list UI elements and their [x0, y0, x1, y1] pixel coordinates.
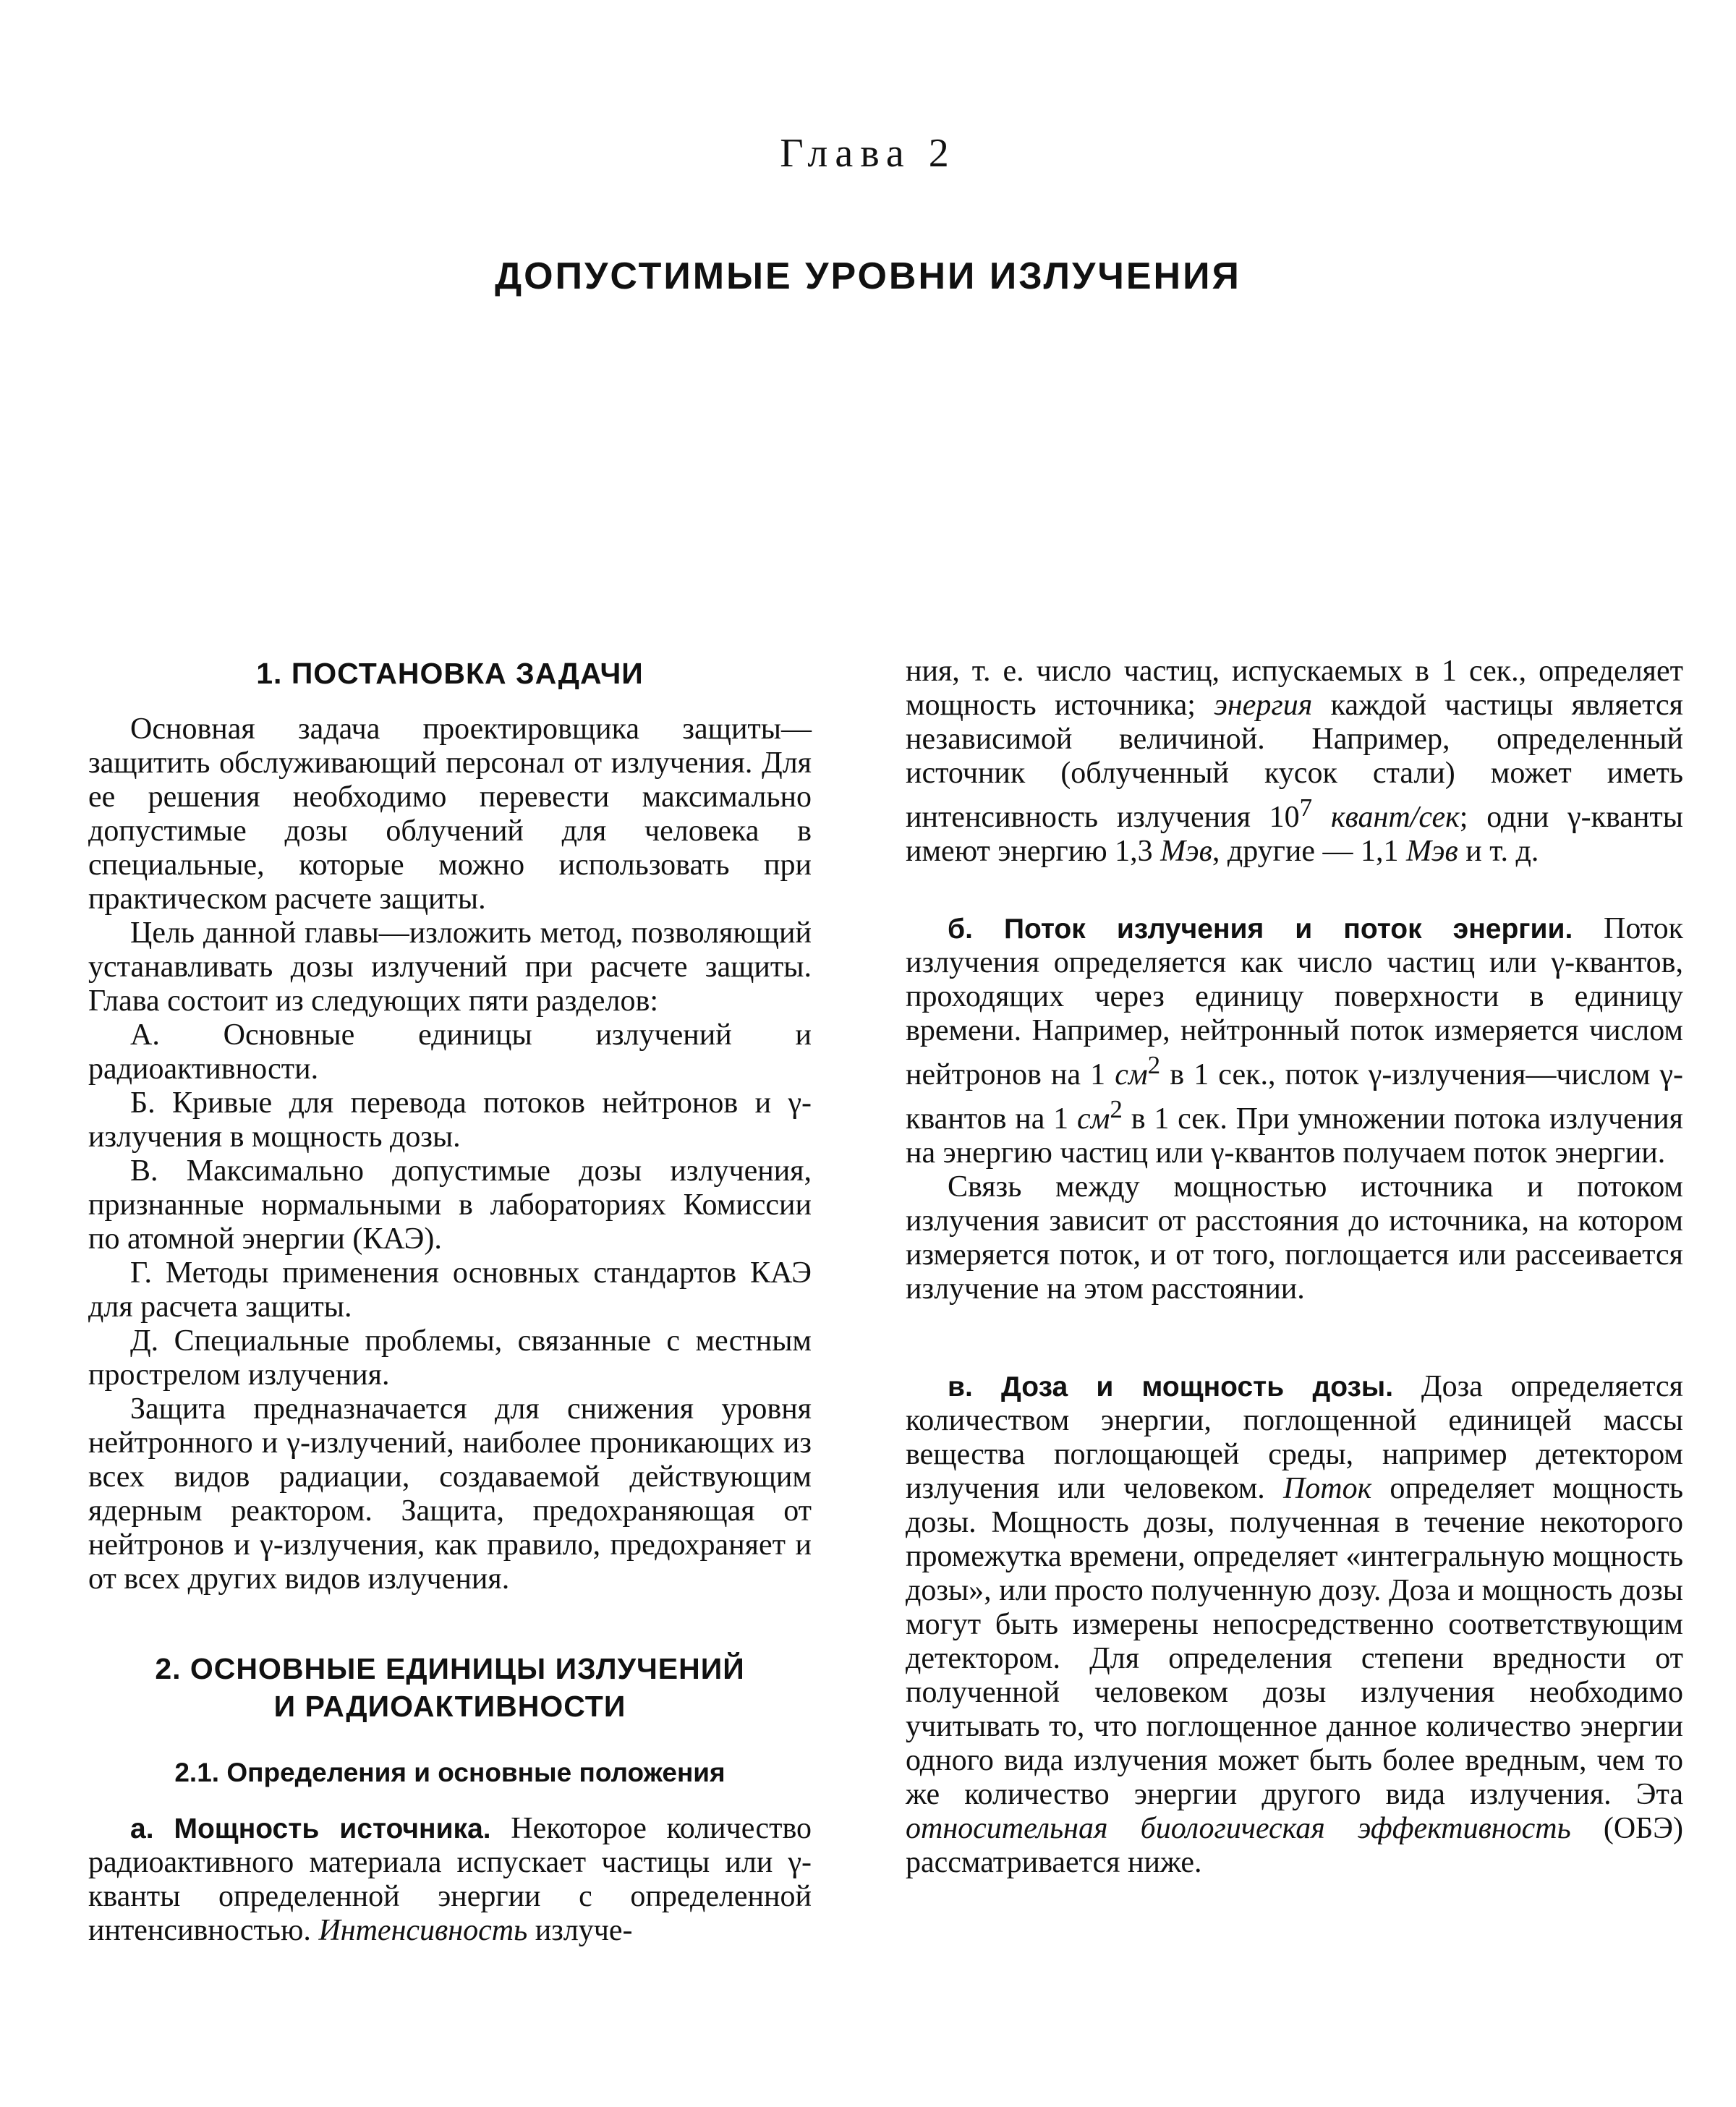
list-item-b: Б. Кривые для перевода потоков нейтронов и γ-излучения в мощность дозы.: [88, 1086, 812, 1154]
term-source-power: а. Мощность источника.: [130, 1813, 491, 1844]
paragraph-continued: [906, 655, 1683, 869]
left-column: [88, 655, 812, 1948]
list-item-g: Г. Методы применения основных стандартов КАЭ для расчета защиты.: [88, 1256, 812, 1324]
paragraph-source-power: [88, 1812, 812, 1948]
text-cont-2: каждой частицы является независимой величиной. Например, определенный источник (облученный кусок стали) может иметь интенсивность излучения 10: [906, 689, 1683, 834]
section-1-heading: 1. ПОСТАНОВКА ЗАДАЧИ: [256, 657, 644, 690]
exponent-cm-1: 2: [1147, 1051, 1161, 1079]
unit-mev-1: Мэв: [1160, 835, 1212, 868]
text-flux-1: Поток излучения определяется как число частиц или γ-квантов, проходящих через единицу поверхности в единицу времени. Например, нейтронный поток измеряется числом нейтронов на 1: [906, 912, 1684, 1091]
unit-cm-1: см: [1115, 1058, 1148, 1091]
unit-quanta-per-sec: квант/сек: [1330, 801, 1460, 834]
text-flux-2: в 1 сек., поток γ-излучения—числом γ-квантов на 1: [906, 1058, 1684, 1136]
term-dose: в. Доза и мощность дозы.: [948, 1371, 1394, 1402]
section-2-heading-line2: И РАДИОАКТИВНОСТИ: [273, 1690, 626, 1723]
text-flux-3: в 1 сек. При умножении потока излучения на энергию частиц или γ-квантов получаем поток энергии.: [906, 1102, 1684, 1170]
text-dose-3: (ОБЭ) рассматривается ниже.: [906, 1812, 1683, 1879]
section-2-heading-line1: 2. ОСНОВНЫЕ ЕДИНИЦЫ ИЗЛУЧЕНИЙ: [155, 1652, 745, 1685]
list-item-d: Д. Специальные проблемы, связанные с местным прострелом излучения.: [88, 1324, 812, 1392]
unit-mev-2: Мэв: [1406, 835, 1458, 868]
exponent: 7: [1299, 793, 1313, 822]
chapter-label: Глава 2: [780, 131, 956, 176]
text-cont-1: ния, т. е. число частиц, испускаемых в 1 сек., определяет мощность источника;: [906, 655, 1683, 722]
right-column: [906, 655, 1683, 1880]
text-dose-2: определяет мощность дозы. Мощность дозы, полученная в течение некоторого промежутка времени, определяет «интегральную мощность дозы», или просто полученную дозу. Доза и мощность дозы могут быть измерены непосредственно соответствующим детектором. Для определения степени вредности от полученной человеком дозы излучения необходимо учитывать то, что поглощенное данное количество энергии одного вида излучения может быть более вредным, чем то же количество энергии другого вида излучения. Эта: [906, 1472, 1683, 1811]
paragraph-dose: [906, 1370, 1683, 1880]
term-energy: энергия: [1214, 689, 1313, 722]
subsection-2-1-heading: 2.1. Определения и основные положения: [174, 1758, 726, 1787]
text-source-power-2: излуче-: [535, 1914, 633, 1947]
paragraph-task: Основная задача проектировщика защиты—защитить обслуживающий персонал от излучения. Для ее решения необходимо перевести максимально допустимые дозы облучений для человека в специальные, которые можно использовать при практическом расчете защиты.: [88, 712, 812, 916]
chapter-title: ДОПУСТИМЫЕ УРОВНИ ИЗЛУЧЕНИЯ: [495, 255, 1241, 297]
text-dose-1: Доза определяется количеством энергии, поглощенной единицей массы вещества поглощающей среды, например детектором излучения или человеком.: [906, 1370, 1683, 1505]
exponent-cm-2: 2: [1110, 1095, 1123, 1123]
list-item-a: А. Основные единицы излучений и радиоактивности.: [88, 1018, 812, 1086]
text-cont-3: ; одни γ-кванты имеют энергию 1,3: [906, 801, 1683, 868]
term-flux-italic: Поток: [1282, 1472, 1372, 1505]
text-cont-4: , другие — 1,1: [1212, 835, 1399, 868]
text-source-power-1: Некоторое количество радиоактивного материала испускает частицы или γ-кванты определенной энергии с определенной интенсивностью.: [88, 1812, 812, 1947]
term-intensity: Интенсивность: [318, 1914, 528, 1947]
unit-cm-2: см: [1076, 1102, 1110, 1136]
term-flux: б. Поток излучения и поток энергии.: [948, 914, 1573, 945]
term-rbe: относительная биологическая эффективность: [906, 1812, 1571, 1845]
paragraph-flux: [906, 912, 1683, 1170]
paragraph-goal: Цель данной главы—изложить метод, позволяющий устанавливать дозы излучений при расчете защиты. Глава состоит из следующих пяти разделов:: [88, 916, 812, 1018]
paragraph-link: Связь между мощностью источника и потоком излучения зависит от расстояния до источника, на котором измеряется поток, и от того, поглощается или рассеивается излучение на этом расстоянии.: [906, 1170, 1683, 1306]
text-cont-5: и т. д.: [1465, 835, 1539, 868]
list-item-v: В. Максимально допустимые дозы излучения, признанные нормальными в лабораториях Комиссии по атомной энергии (КАЭ).: [88, 1154, 812, 1256]
paragraph-shield: Защита предназначается для снижения уровня нейтронного и γ-излучений, наиболее проникающих из всех видов радиации, создаваемой действующим ядерным реактором. Защита, предохраняющая от нейтронов и γ-излучения, как правило, предохраняет и от всех других видов излучения.: [88, 1392, 812, 1596]
